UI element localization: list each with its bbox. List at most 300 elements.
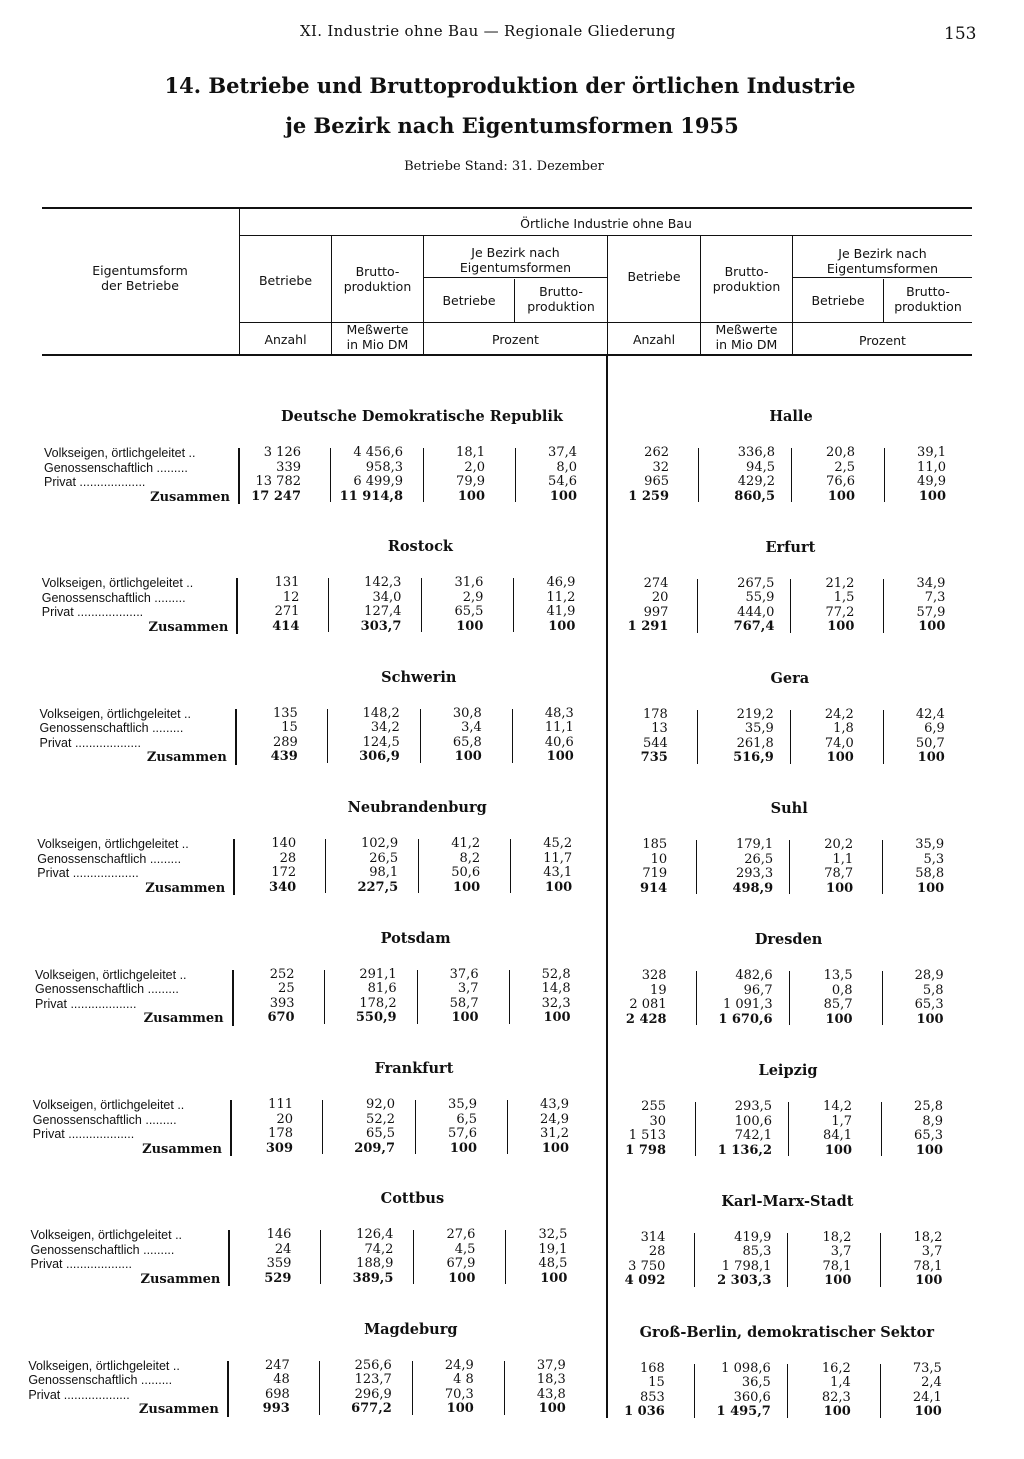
cell-value: 767,4 [733, 619, 775, 635]
cell-value: 5,3 [923, 851, 945, 867]
row-label-text: Genossenschaftlich ......... [28, 1373, 173, 1388]
cell-value: 142,3 [364, 575, 402, 591]
cell-value: 18,2 [913, 1229, 943, 1245]
col-brutto-left [332, 264, 423, 294]
cell-value: 30 [649, 1113, 666, 1129]
cell-value: 529 [264, 1270, 292, 1286]
cell-value: 78,1 [913, 1258, 943, 1274]
cell-value: 124,5 [362, 734, 400, 750]
cell-value: 0,8 [831, 982, 853, 998]
cell-value: 28 [648, 1244, 666, 1260]
cell-value: 359 [266, 1256, 292, 1272]
cell-value: 92,0 [366, 1097, 395, 1112]
cell-value: 178 [642, 706, 668, 722]
row-label-text: Privat ................... [28, 1387, 130, 1402]
cell-value: 37,6 [449, 966, 479, 982]
cell-value: 31,6 [454, 575, 484, 591]
header-top-rule [42, 207, 972, 209]
col-betriebe-left: Betriebe [258, 273, 313, 288]
cell-value: 100 [826, 880, 854, 896]
row-label-genos [37, 852, 181, 867]
cell-value: 306,9 [359, 749, 400, 765]
cell-value: 100 [549, 488, 577, 504]
cell-value: 31,2 [540, 1126, 569, 1141]
row-label-text: Volkseigen, örtlichgeleitet .. [39, 706, 191, 721]
cell-value: 1 495,7 [716, 1404, 771, 1420]
cell-value: 52,2 [366, 1111, 395, 1127]
cell-value: 100 [543, 1010, 571, 1026]
cell-value: 13 782 [255, 474, 301, 489]
cell-value: 24,9 [540, 1111, 569, 1127]
cell-value: 429,2 [737, 474, 775, 489]
cell-value: 10 [650, 851, 668, 867]
cell-value: 43,1 [543, 865, 573, 881]
col-brutto-left-line-2: produktion [343, 279, 412, 294]
cell-value: 100 [914, 1404, 942, 1420]
cell-value: 188,9 [356, 1256, 394, 1272]
region-title: Halle [769, 408, 813, 425]
cell-value: 100 [453, 879, 481, 895]
cell-value: 25,8 [914, 1099, 943, 1114]
sub-brutto-right-line-1: Brutto- [906, 284, 950, 299]
stub-header [60, 263, 220, 293]
cell-value: 14,2 [823, 1099, 852, 1114]
cell-value: 65,5 [366, 1126, 395, 1141]
row-label-privat [44, 475, 145, 490]
cell-value: 252 [269, 966, 295, 982]
row-label-volk [44, 446, 195, 461]
cell-value: 256,6 [354, 1357, 392, 1373]
sub-rule [793, 277, 972, 278]
cell-value: 393 [269, 995, 295, 1011]
cell-value: 4 8 [453, 1372, 474, 1388]
cell-value: 34,9 [916, 575, 946, 591]
cell-value: 127,4 [364, 604, 402, 620]
cell-value: 146 [266, 1227, 292, 1243]
sub-betriebe-right: Betriebe [811, 293, 865, 308]
cell-value: 48,5 [538, 1256, 568, 1272]
row-label-privat [42, 605, 143, 620]
cell-value: 70,3 [444, 1386, 474, 1402]
cell-value: 291,1 [359, 966, 397, 982]
row-label-genos [42, 591, 186, 606]
cell-value: 2 303,3 [717, 1273, 772, 1289]
cell-value: 3,7 [830, 1244, 852, 1260]
cell-value: 13,5 [823, 968, 853, 984]
cell-value: 96,7 [743, 982, 773, 998]
cell-value: 997 [643, 604, 669, 620]
row-label-zusammen-text: Zusammen [140, 1271, 221, 1287]
region-title: Rostock [387, 538, 453, 556]
cell-value: 8,0 [556, 459, 577, 475]
cell-value: 78,1 [822, 1258, 852, 1274]
cell-value: 1,4 [830, 1375, 851, 1391]
cell-value: 73,5 [912, 1360, 942, 1376]
cell-value: 81,6 [367, 981, 397, 997]
cell-value: 65,5 [454, 604, 484, 620]
row-label-text: Privat ................... [32, 1127, 135, 1141]
cell-value: 100 [541, 1140, 569, 1156]
cell-value: 100 [827, 488, 855, 504]
row-label-text: Privat ................... [35, 996, 137, 1011]
cell-value: 2,0 [464, 459, 485, 475]
unit-mw-left [332, 322, 423, 352]
table-title-line-1: 14. Betriebe und Bruttoproduktion der örtlichen Industrie [164, 73, 856, 98]
cell-value: 958,3 [365, 459, 403, 475]
cell-value: 28,9 [914, 968, 944, 984]
cell-value: 46,9 [546, 575, 576, 591]
cell-value: 100,6 [734, 1113, 772, 1129]
cell-value: 185 [642, 837, 668, 853]
row-label-text: Privat ................... [30, 1257, 132, 1272]
cell-value: 1 259 [628, 488, 669, 504]
cell-value: 4 456,6 [353, 445, 403, 460]
row-label-volk [37, 837, 188, 852]
cell-value: 1 670,6 [718, 1011, 773, 1027]
row-label-privat [40, 736, 141, 751]
cell-value: 85,3 [742, 1244, 772, 1260]
cell-value: 860,5 [734, 488, 775, 504]
sub-brutto-right-line-2: produktion [894, 299, 962, 314]
cell-value: 1 798,1 [721, 1258, 772, 1274]
cell-value: 65,8 [452, 734, 482, 750]
cell-value: 414 [272, 618, 300, 634]
cell-value: 11,1 [544, 720, 574, 736]
cell-value: 14,8 [541, 981, 571, 997]
sub-brutto-left-line-2: produktion [527, 299, 595, 314]
cell-value: 34,2 [370, 720, 400, 736]
col-je-bezirk-left-line-2: Eigentumsformen [459, 260, 572, 275]
cell-value: 50,7 [915, 735, 945, 751]
cell-value: 111 [268, 1097, 293, 1112]
cell-value: 3 126 [263, 445, 301, 460]
cell-value: 24 [274, 1241, 292, 1257]
sub-brutto-left-line-1: Brutto- [539, 284, 583, 299]
cell-value: 1 513 [628, 1128, 666, 1143]
row-label-text: Volkseigen, örtlichgeleitet .. [30, 1228, 183, 1243]
unit-prozent-left: Prozent [492, 332, 539, 347]
cell-value: 100 [538, 1401, 566, 1417]
running-title: XI. Industrie ohne Bau — Regionale Gliederung [300, 22, 676, 40]
cell-value: 247 [264, 1357, 290, 1373]
region-title: Schwerin [381, 668, 457, 686]
cell-value: 65,3 [914, 997, 944, 1013]
row-label-text: Genossenschaftlich ......... [30, 1242, 175, 1257]
row-label-volk [35, 968, 186, 983]
cell-value: 670 [267, 1010, 295, 1026]
row-label-zusammen-text: Zusammen [142, 1141, 222, 1157]
cell-value: 26,5 [744, 851, 774, 867]
row-label-privat [37, 866, 138, 881]
cell-value: 419,9 [734, 1229, 772, 1245]
cell-value: 8,9 [922, 1113, 943, 1129]
cell-value: 1 136,2 [717, 1142, 772, 1158]
cell-value: 100 [540, 1270, 568, 1286]
row-label-privat [35, 997, 136, 1012]
col-je-bezirk-left-line-1: Je Bezirk nach [471, 245, 560, 260]
cell-value: 293,5 [734, 1099, 772, 1114]
table-subtitle: Betriebe Stand: 31. Dezember [404, 159, 604, 174]
cell-value: 389,5 [352, 1270, 394, 1286]
cell-value: 179,1 [735, 837, 774, 853]
cell-value: 178 [268, 1126, 293, 1141]
cell-value: 100 [917, 880, 945, 896]
cell-value: 4 092 [624, 1273, 666, 1289]
cell-value: 100 [917, 750, 945, 766]
cell-value: 98,1 [369, 865, 399, 881]
cell-value: 100 [446, 1401, 474, 1417]
cell-value: 209,7 [354, 1140, 395, 1156]
region-title: Deutsche Demokratische Republik [281, 408, 563, 425]
cell-value: 274 [643, 575, 669, 591]
cell-value: 18,3 [536, 1372, 566, 1388]
sub-betriebe-left: Betriebe [442, 293, 496, 308]
cell-value: 339 [276, 459, 301, 475]
cell-value: 131 [274, 575, 300, 591]
cell-value: 293,3 [735, 866, 774, 882]
row-label-genos [40, 721, 184, 736]
cell-value: 48 [273, 1372, 290, 1388]
cell-value: 550,9 [355, 1010, 397, 1026]
cell-value: 498,9 [732, 880, 774, 896]
cell-value: 309 [265, 1140, 293, 1156]
cell-value: 8,2 [459, 850, 481, 866]
cell-value: 50,6 [451, 865, 481, 881]
cell-value: 84,1 [823, 1128, 852, 1143]
cell-value: 100 [546, 749, 574, 765]
row-label-volk [42, 576, 193, 591]
cell-value: 19 [650, 982, 667, 998]
row-label-text: Genossenschaftlich ......... [41, 590, 186, 605]
cell-value: 267,5 [737, 575, 775, 591]
cell-value: 2,5 [834, 459, 855, 475]
row-label-zusammen-text: Zusammen [143, 1011, 224, 1027]
cell-value: 914 [640, 880, 668, 896]
row-label-genos [35, 982, 179, 997]
cell-value: 24,9 [444, 1357, 474, 1373]
cell-value: 15 [281, 720, 298, 736]
cell-value: 296,9 [354, 1386, 392, 1402]
header-bottom-rule [42, 354, 972, 356]
cell-value: 1 036 [624, 1404, 665, 1420]
cell-value: 32 [652, 459, 669, 475]
col-brutto-right-line-2: produktion [712, 279, 781, 294]
unit-mw-right-line-2: in Mio DM [715, 337, 778, 352]
row-label-text: Volkseigen, örtlichgeleitet .. [28, 1358, 180, 1373]
cell-value: 1,8 [833, 721, 854, 737]
row-label-genos [33, 1113, 177, 1128]
row-label-text: Genossenschaftlich ......... [37, 851, 182, 866]
cell-value: 1 091,3 [722, 997, 773, 1013]
row-label-text: Volkseigen, örtlichgeleitet .. [35, 967, 187, 982]
cell-value: 15 [648, 1375, 665, 1391]
sub-brutto-right [884, 284, 972, 314]
cell-value: 32,5 [538, 1227, 568, 1243]
cell-value: 100 [548, 618, 576, 634]
cell-value: 45,2 [543, 836, 573, 852]
cell-value: 328 [641, 968, 667, 984]
table-title-line-2: je Bezirk nach Eigentumsformen 1955 [285, 113, 739, 138]
cell-value: 18,2 [822, 1229, 852, 1245]
region-title: Magdeburg [364, 1320, 458, 1338]
col-brutto-left-line-1: Brutto- [355, 264, 400, 279]
cell-value: 34,0 [372, 589, 402, 605]
cell-value: 100 [918, 488, 946, 504]
cell-value: 5,8 [922, 982, 944, 998]
cell-value: 48,3 [544, 705, 574, 721]
cell-value: 36,5 [741, 1375, 771, 1391]
col-betriebe-right: Betriebe [627, 269, 681, 284]
cell-value: 49,9 [917, 474, 946, 489]
cell-value: 11,2 [546, 589, 576, 605]
cell-value: 6,9 [924, 721, 945, 737]
cell-value: 40,6 [544, 734, 574, 750]
cell-value: 57,9 [916, 604, 946, 620]
cell-value: 1 798 [625, 1142, 666, 1158]
cell-value: 100 [825, 1011, 853, 1027]
cell-value: 853 [639, 1389, 665, 1405]
cell-value: 100 [456, 618, 484, 634]
cell-value: 126,4 [356, 1227, 394, 1243]
cell-value: 19,1 [538, 1241, 568, 1257]
cell-value: 24,1 [912, 1389, 942, 1405]
cell-value: 43,9 [540, 1097, 569, 1112]
cell-value: 54,6 [548, 474, 577, 489]
cell-value: 55,9 [745, 590, 775, 606]
cell-value: 78,7 [824, 866, 854, 882]
cell-value: 677,2 [351, 1401, 392, 1417]
row-label-volk [31, 1228, 182, 1243]
cell-value: 148,2 [362, 705, 400, 721]
cell-value: 39,1 [917, 445, 946, 460]
cell-value: 219,2 [736, 706, 774, 722]
cell-value: 1,7 [831, 1113, 852, 1129]
cell-value: 100 [826, 750, 854, 766]
unit-mw-left-line-2: in Mio DM [346, 337, 409, 352]
row-label-text: Privat ................... [39, 735, 141, 750]
cell-value: 516,9 [733, 750, 774, 766]
cell-value: 100 [823, 1404, 851, 1420]
cell-value: 444,0 [737, 604, 775, 620]
row-label-zusammen-text: Zusammen [150, 489, 230, 505]
row-label-volk [33, 1098, 184, 1113]
spanner-rule [240, 235, 972, 236]
cell-value: 26,5 [369, 850, 399, 866]
cell-value: 3,7 [921, 1244, 943, 1260]
cell-value: 100 [824, 1142, 852, 1158]
region-title: Karl-Marx-Stadt [721, 1192, 854, 1210]
region-title: Groß-Berlin, demokratischer Sektor [639, 1323, 934, 1341]
cell-value: 742,1 [734, 1128, 772, 1143]
cell-value: 2 081 [629, 997, 667, 1013]
cell-value: 100 [454, 749, 482, 765]
page-number: 153 [944, 24, 977, 44]
cell-value: 100 [457, 488, 485, 504]
cell-value: 360,6 [733, 1389, 771, 1405]
region-title: Cottbus [380, 1190, 445, 1208]
col-je-bezirk-right-line-1: Je Bezirk nach [838, 246, 927, 261]
cell-value: 85,7 [823, 997, 853, 1013]
row-label-volk [40, 707, 191, 722]
region-title: Gera [770, 669, 810, 687]
cell-value: 255 [641, 1099, 666, 1114]
region-title: Dresden [754, 931, 823, 949]
row-label-text: Genossenschaftlich ......... [44, 460, 188, 475]
cell-value: 100 [449, 1140, 477, 1156]
cell-value: 482,6 [735, 968, 773, 984]
row-label-zusammen-text: Zusammen [145, 880, 226, 896]
header-spanner: Örtliche Industrie ohne Bau [520, 216, 692, 231]
region-title: Erfurt [765, 538, 816, 556]
cell-value: 37,4 [548, 445, 577, 460]
row-label-text: Genossenschaftlich ......... [35, 982, 179, 997]
cell-value: 2 428 [625, 1011, 667, 1027]
cell-value: 3 750 [628, 1258, 666, 1274]
cell-value: 25 [278, 981, 295, 997]
row-label-text: Volkseigen, örtlichgeleitet .. [44, 446, 196, 460]
row-label-genos [31, 1243, 175, 1258]
stub-header-line-1: Eigentumsform [92, 263, 188, 278]
sub-rule [424, 277, 607, 278]
row-label-zusammen-text: Zusammen [138, 1402, 219, 1418]
cell-value: 1,5 [833, 590, 855, 606]
cell-value: 76,6 [826, 474, 855, 489]
cell-value: 100 [915, 1142, 943, 1158]
cell-value: 16,2 [821, 1360, 851, 1376]
row-label-text: Privat ................... [44, 475, 146, 489]
cell-value: 20 [276, 1111, 293, 1127]
cell-value: 172 [271, 865, 297, 881]
cell-value: 7,3 [924, 590, 946, 606]
row-label-text: Genossenschaftlich ......... [32, 1112, 177, 1127]
row-label-privat [33, 1127, 134, 1142]
cell-value: 79,9 [456, 474, 485, 489]
cell-value: 18,1 [456, 445, 485, 460]
cell-value: 100 [448, 1270, 476, 1286]
cell-value: 2,9 [462, 589, 484, 605]
region-title: Frankfurt [374, 1060, 454, 1077]
cell-value: 28 [279, 850, 297, 866]
cell-value: 340 [269, 879, 297, 895]
cell-value: 12 [282, 589, 300, 605]
cell-value: 27,6 [446, 1227, 476, 1243]
region-title: Potsdam [380, 929, 451, 947]
row-label-text: Volkseigen, örtlichgeleitet .. [32, 1098, 185, 1112]
cell-value: 20 [651, 590, 669, 606]
cell-value: 100 [451, 1010, 479, 1026]
unit-prozent-right: Prozent [859, 333, 906, 348]
cell-value: 41,2 [451, 836, 481, 852]
cell-value: 35,9 [744, 721, 774, 737]
cell-value: 439 [270, 749, 298, 765]
cell-value: 67,9 [446, 1256, 476, 1272]
cell-value: 11 914,8 [339, 488, 403, 504]
row-label-genos [28, 1373, 172, 1388]
cell-value: 314 [640, 1229, 666, 1245]
cell-value: 100 [824, 1273, 852, 1289]
cell-value: 74,2 [364, 1241, 394, 1257]
cell-value: 37,9 [536, 1357, 566, 1373]
row-label-text: Volkseigen, örtlichgeleitet .. [37, 837, 189, 852]
region-title: Neubrandenburg [347, 799, 487, 817]
cell-value: 11,7 [543, 850, 573, 866]
cell-value: 4,5 [454, 1241, 476, 1257]
cell-value: 140 [271, 836, 297, 852]
cell-value: 336,8 [737, 445, 775, 460]
row-label-zusammen-text: Zusammen [148, 619, 229, 635]
row-label-privat [28, 1388, 129, 1403]
cell-value: 43,8 [536, 1386, 566, 1402]
